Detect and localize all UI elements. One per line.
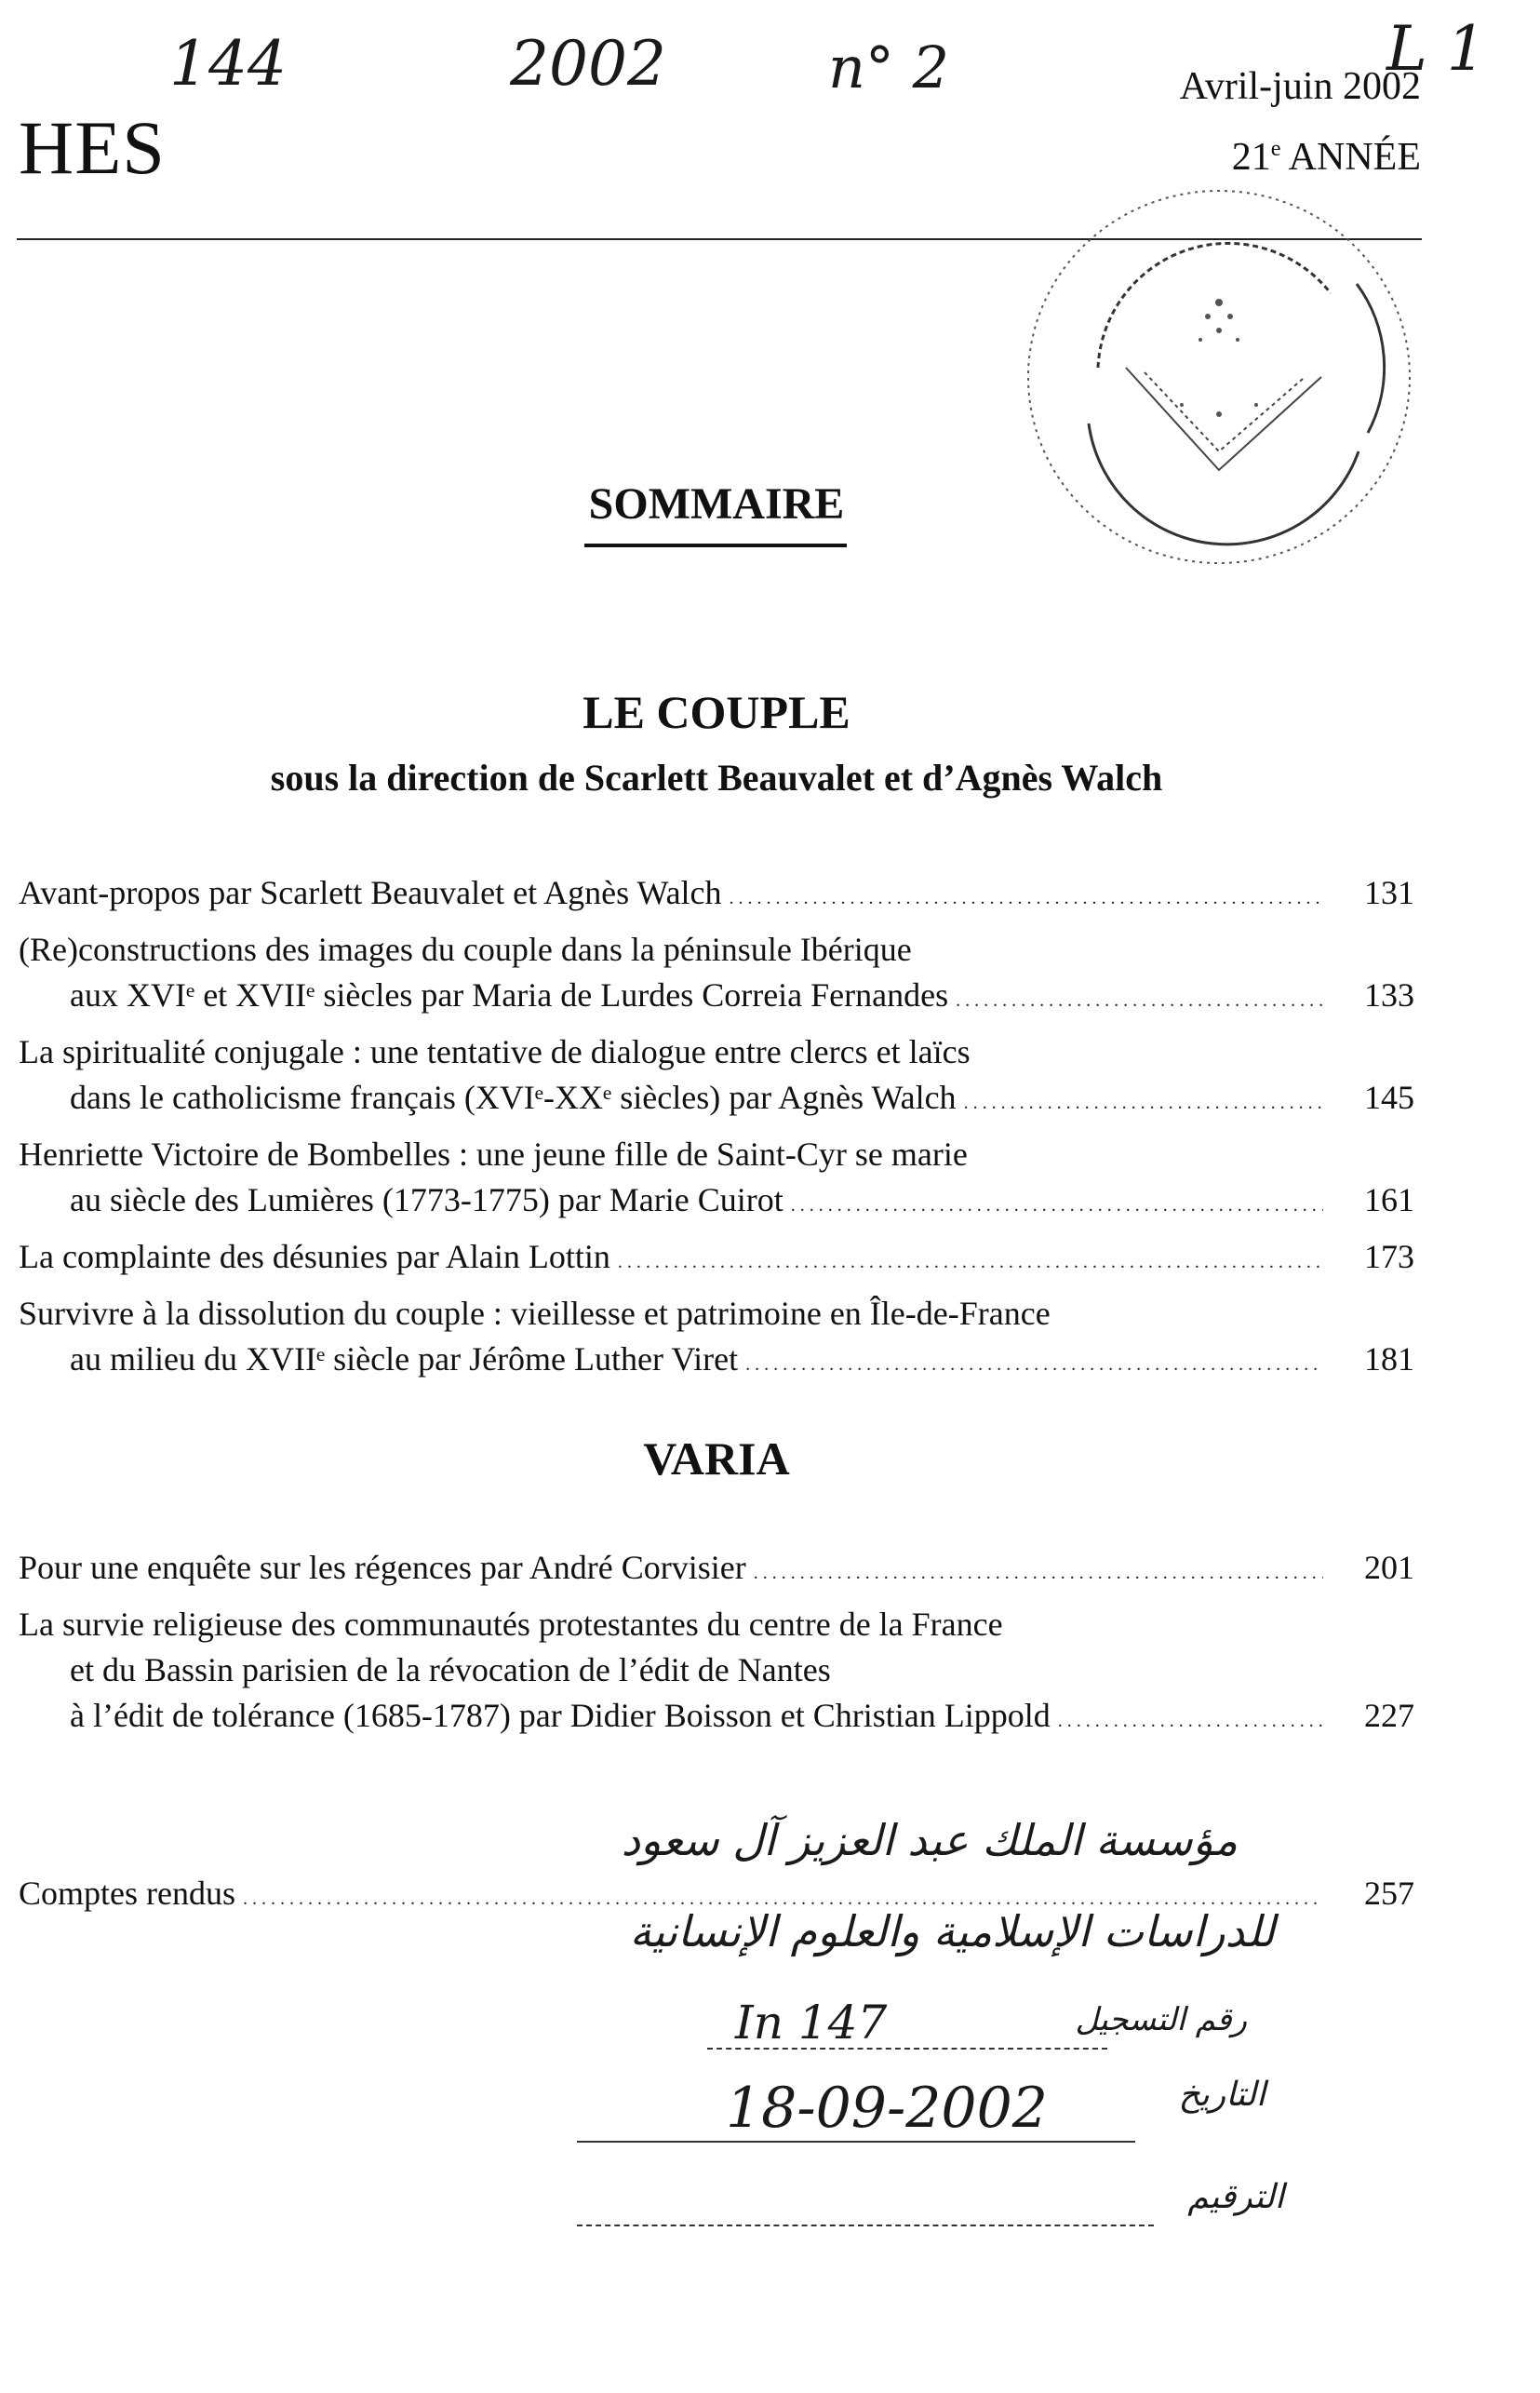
toc-entry[interactable] bbox=[19, 1693, 1414, 1739]
year-label: ANNÉE bbox=[1280, 136, 1421, 179]
toc-entry-text: Avant-propos par Scarlett Beauvalet et Agnès Walch bbox=[19, 874, 722, 911]
leader-dots bbox=[964, 1075, 1323, 1126]
handwritten-issue: n° 2 bbox=[828, 34, 950, 101]
toc-entry-line bbox=[19, 1132, 1414, 1177]
year-number: 21 bbox=[1231, 136, 1271, 179]
toc-entry-line bbox=[19, 1647, 1414, 1693]
issue-year bbox=[1232, 138, 1421, 177]
arabic-stamp-line1: مؤسسة الملك عبد العزيز آل سعود bbox=[621, 1815, 1238, 1865]
leader-dots bbox=[791, 1177, 1323, 1229]
registration-value: In 147 bbox=[735, 1996, 888, 2050]
leader-dots bbox=[754, 1545, 1323, 1596]
date-row bbox=[577, 2076, 1265, 2150]
toc-entry[interactable] bbox=[19, 1545, 1414, 1591]
leader-dots bbox=[730, 870, 1323, 921]
classification-row bbox=[577, 2178, 1284, 2234]
toc-entry-line bbox=[19, 927, 1414, 973]
classification-label: الترقيم bbox=[1187, 2178, 1284, 2216]
handwritten-ref: 144 bbox=[169, 28, 287, 100]
issue-date: Avril-juin 2002 bbox=[1179, 65, 1421, 108]
sommaire-heading: SOMMAIRE bbox=[588, 479, 845, 529]
toc-entry-page: 181 bbox=[1364, 1340, 1414, 1378]
toc-entry[interactable] bbox=[19, 1234, 1414, 1280]
leader-dots bbox=[745, 1337, 1323, 1388]
toc-entry-text: Comptes rendus bbox=[19, 1875, 235, 1912]
toc-entry-page: 145 bbox=[1364, 1079, 1414, 1116]
toc-entry-page: 201 bbox=[1364, 1549, 1414, 1586]
toc-entry-line bbox=[19, 1602, 1414, 1647]
toc-entry-text: Henriette Victoire de Bombelles : une jeune fille de Saint-Cyr se marie bbox=[19, 1136, 968, 1173]
toc-entry-page: 257 bbox=[1364, 1875, 1414, 1912]
section-title-varia: VARIA bbox=[643, 1432, 790, 1485]
date-label: التاريخ bbox=[1178, 2076, 1265, 2114]
toc-entry-text: au milieu du XVIIᵉ siècle par Jérôme Luther Viret bbox=[70, 1340, 739, 1378]
toc-group-couple bbox=[19, 870, 1414, 1382]
toc-group-varia bbox=[19, 1545, 1414, 1739]
toc-entry-text: dans le catholicisme français (XVIᵉ-XXᵉ siècles) par Agnès Walch bbox=[70, 1079, 957, 1116]
toc-entry-page: 133 bbox=[1364, 976, 1414, 1014]
toc-entry-page: 131 bbox=[1364, 874, 1414, 911]
toc-entry-text: (Re)constructions des images du couple dans la péninsule Ibérique bbox=[19, 931, 912, 968]
toc-entry-line bbox=[19, 1029, 1414, 1075]
toc-entry-text: La complainte des désunies par Alain Lottin bbox=[19, 1238, 610, 1275]
sommaire-underline bbox=[584, 544, 847, 547]
registration-row bbox=[651, 1996, 1247, 2057]
toc-entry-line bbox=[19, 1291, 1414, 1337]
registration-line bbox=[707, 2048, 1107, 2050]
toc-entry-page: 161 bbox=[1364, 1181, 1414, 1218]
toc-entry-page: 227 bbox=[1364, 1697, 1414, 1734]
toc-entry-text: La survie religieuse des communautés protestantes du centre de la France bbox=[19, 1606, 1003, 1643]
toc-entry-text: Survivre à la dissolution du couple : vieillesse et patrimoine en Île-de-France bbox=[19, 1295, 1051, 1332]
toc-entry-text: Pour une enquête sur les régences par André Corvisier bbox=[19, 1549, 746, 1586]
section-subtitle-couple: sous la direction de Scarlett Beauvalet et d’Agnès Walch bbox=[270, 757, 1163, 799]
toc-entry[interactable] bbox=[19, 870, 1414, 916]
date-value: 18-09-2002 bbox=[726, 2076, 1048, 2141]
date-line bbox=[577, 2141, 1135, 2143]
journal-title: HES bbox=[19, 105, 166, 190]
toc-entry-text: au siècle des Lumières (1773-1775) par Marie Cuirot bbox=[70, 1181, 783, 1218]
toc-entry[interactable] bbox=[19, 1177, 1414, 1223]
classification-line bbox=[577, 2225, 1154, 2226]
toc-entry[interactable] bbox=[19, 1337, 1414, 1382]
toc-entry[interactable] bbox=[19, 973, 1414, 1018]
toc-entry[interactable] bbox=[19, 1075, 1414, 1121]
toc-entry-text: La spiritualité conjugale : une tentative de dialogue entre clercs et laïcs bbox=[19, 1033, 971, 1070]
leader-dots bbox=[1058, 1693, 1323, 1744]
handwritten-year: 2002 bbox=[510, 28, 666, 100]
toc-entry-text: et du Bassin parisien de la révocation de l’édit de Nantes bbox=[70, 1651, 831, 1688]
toc-entry-text: à l’édit de tolérance (1685-1787) par Didier Boisson et Christian Lippold bbox=[70, 1697, 1051, 1734]
year-sup: e bbox=[1270, 136, 1281, 161]
toc-entry-text: aux XVIᵉ et XVIIᵉ siècles par Maria de Lurdes Correia Fernandes bbox=[70, 976, 949, 1014]
section-title-couple: LE COUPLE bbox=[583, 686, 850, 738]
toc-entry-page: 173 bbox=[1364, 1238, 1414, 1275]
registration-label: رقم التسجيل bbox=[1075, 2001, 1247, 2038]
arabic-stamp-line2: للدراسات الإسلامية والعلوم الإنسانية bbox=[629, 1906, 1275, 1956]
leader-dots bbox=[618, 1234, 1323, 1285]
leader-dots bbox=[956, 973, 1323, 1024]
handwritten-mark: L 1 bbox=[1386, 13, 1486, 85]
